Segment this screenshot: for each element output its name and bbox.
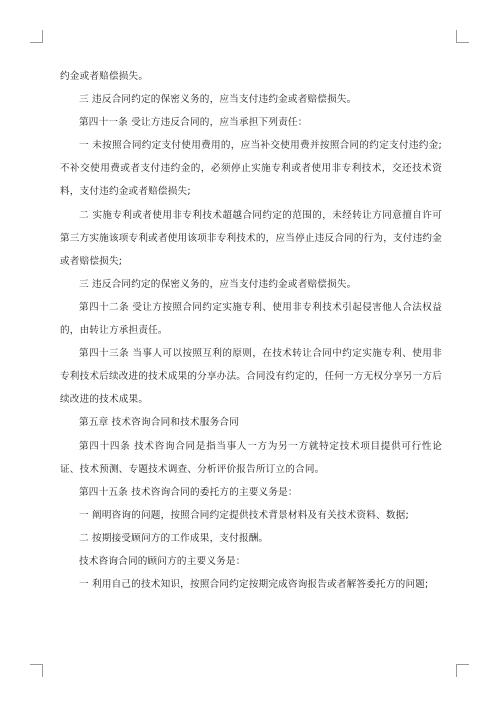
paragraph: 一 利用自己的技术知识，按照合同约定按期完成咨询报告或者解答委托方的问题; xyxy=(79,579,429,591)
paragraph: 技术咨询合同的顾问方的主要义务是： xyxy=(79,555,246,567)
paragraph: 一 阐明咨询的问题，按照合同约定提供技术背景材料及有关技术资料、数据; xyxy=(79,509,409,521)
crop-mark-top-left xyxy=(30,30,43,43)
paragraph: 三 违反合同约定的保密义务的，应当支付违约金或者赔偿损失。 xyxy=(79,94,357,106)
paragraph: 三 违反合同约定的保密义务的，应当支付违约金或者赔偿损失。 xyxy=(79,278,357,290)
crop-mark-bottom-right xyxy=(456,664,469,677)
article-heading: 第四十四条 技术咨询合同是指当事人一方为另一方就特定技术项目提供可行性论证、技术预测、专题技术调查、分析评价报告所订立的合同。 xyxy=(60,440,442,475)
article-heading: 第四十三条 当事人可以按照互利的原则，在技术转让合同中约定实施专利、使用非专利技术后续改进的技术成果的分享办法。合同没有约定的，任何一方无权分享另一方后续改进的技术成果。 xyxy=(60,348,442,406)
paragraph: 约金或者赔偿损失。 xyxy=(60,71,149,82)
crop-mark-top-right xyxy=(456,30,469,43)
crop-mark-bottom-left xyxy=(30,664,43,677)
chapter-heading: 第五章 技术咨询合同和技术服务合同 xyxy=(79,417,239,429)
paragraph: 二 实施专利或者使用非专利技术超越合同约定的范围的，未经转让方同意擅自许可第三方实施该项专利或者使用该项非专利技术的，应当停止违反合同的行为，支付违约金或者赔偿损失; xyxy=(60,209,442,267)
article-heading: 第四十五条 技术咨询合同的委托方的主要义务是： xyxy=(79,486,298,498)
paragraph: 一 未按照合同约定支付使用费用的，应当补交使用费并按照合同的约定支付违约金;不补交使用费或者支付违约金的，必须停止实施专利或者使用非专利技术，交还技术资料，支付违约金或者赔偿损失; xyxy=(60,140,442,198)
document-body xyxy=(60,65,442,596)
article-heading: 第四十二条 受让方按照合同约定实施专利、使用非专利技术引起侵害他人合法权益的，由转让方承担责任。 xyxy=(60,301,442,337)
paragraph: 二 按期接受顾问方的工作成果，支付报酬。 xyxy=(79,532,269,544)
article-heading: 第四十一条 受让方违反合同的，应当承担下列责任： xyxy=(79,117,308,129)
